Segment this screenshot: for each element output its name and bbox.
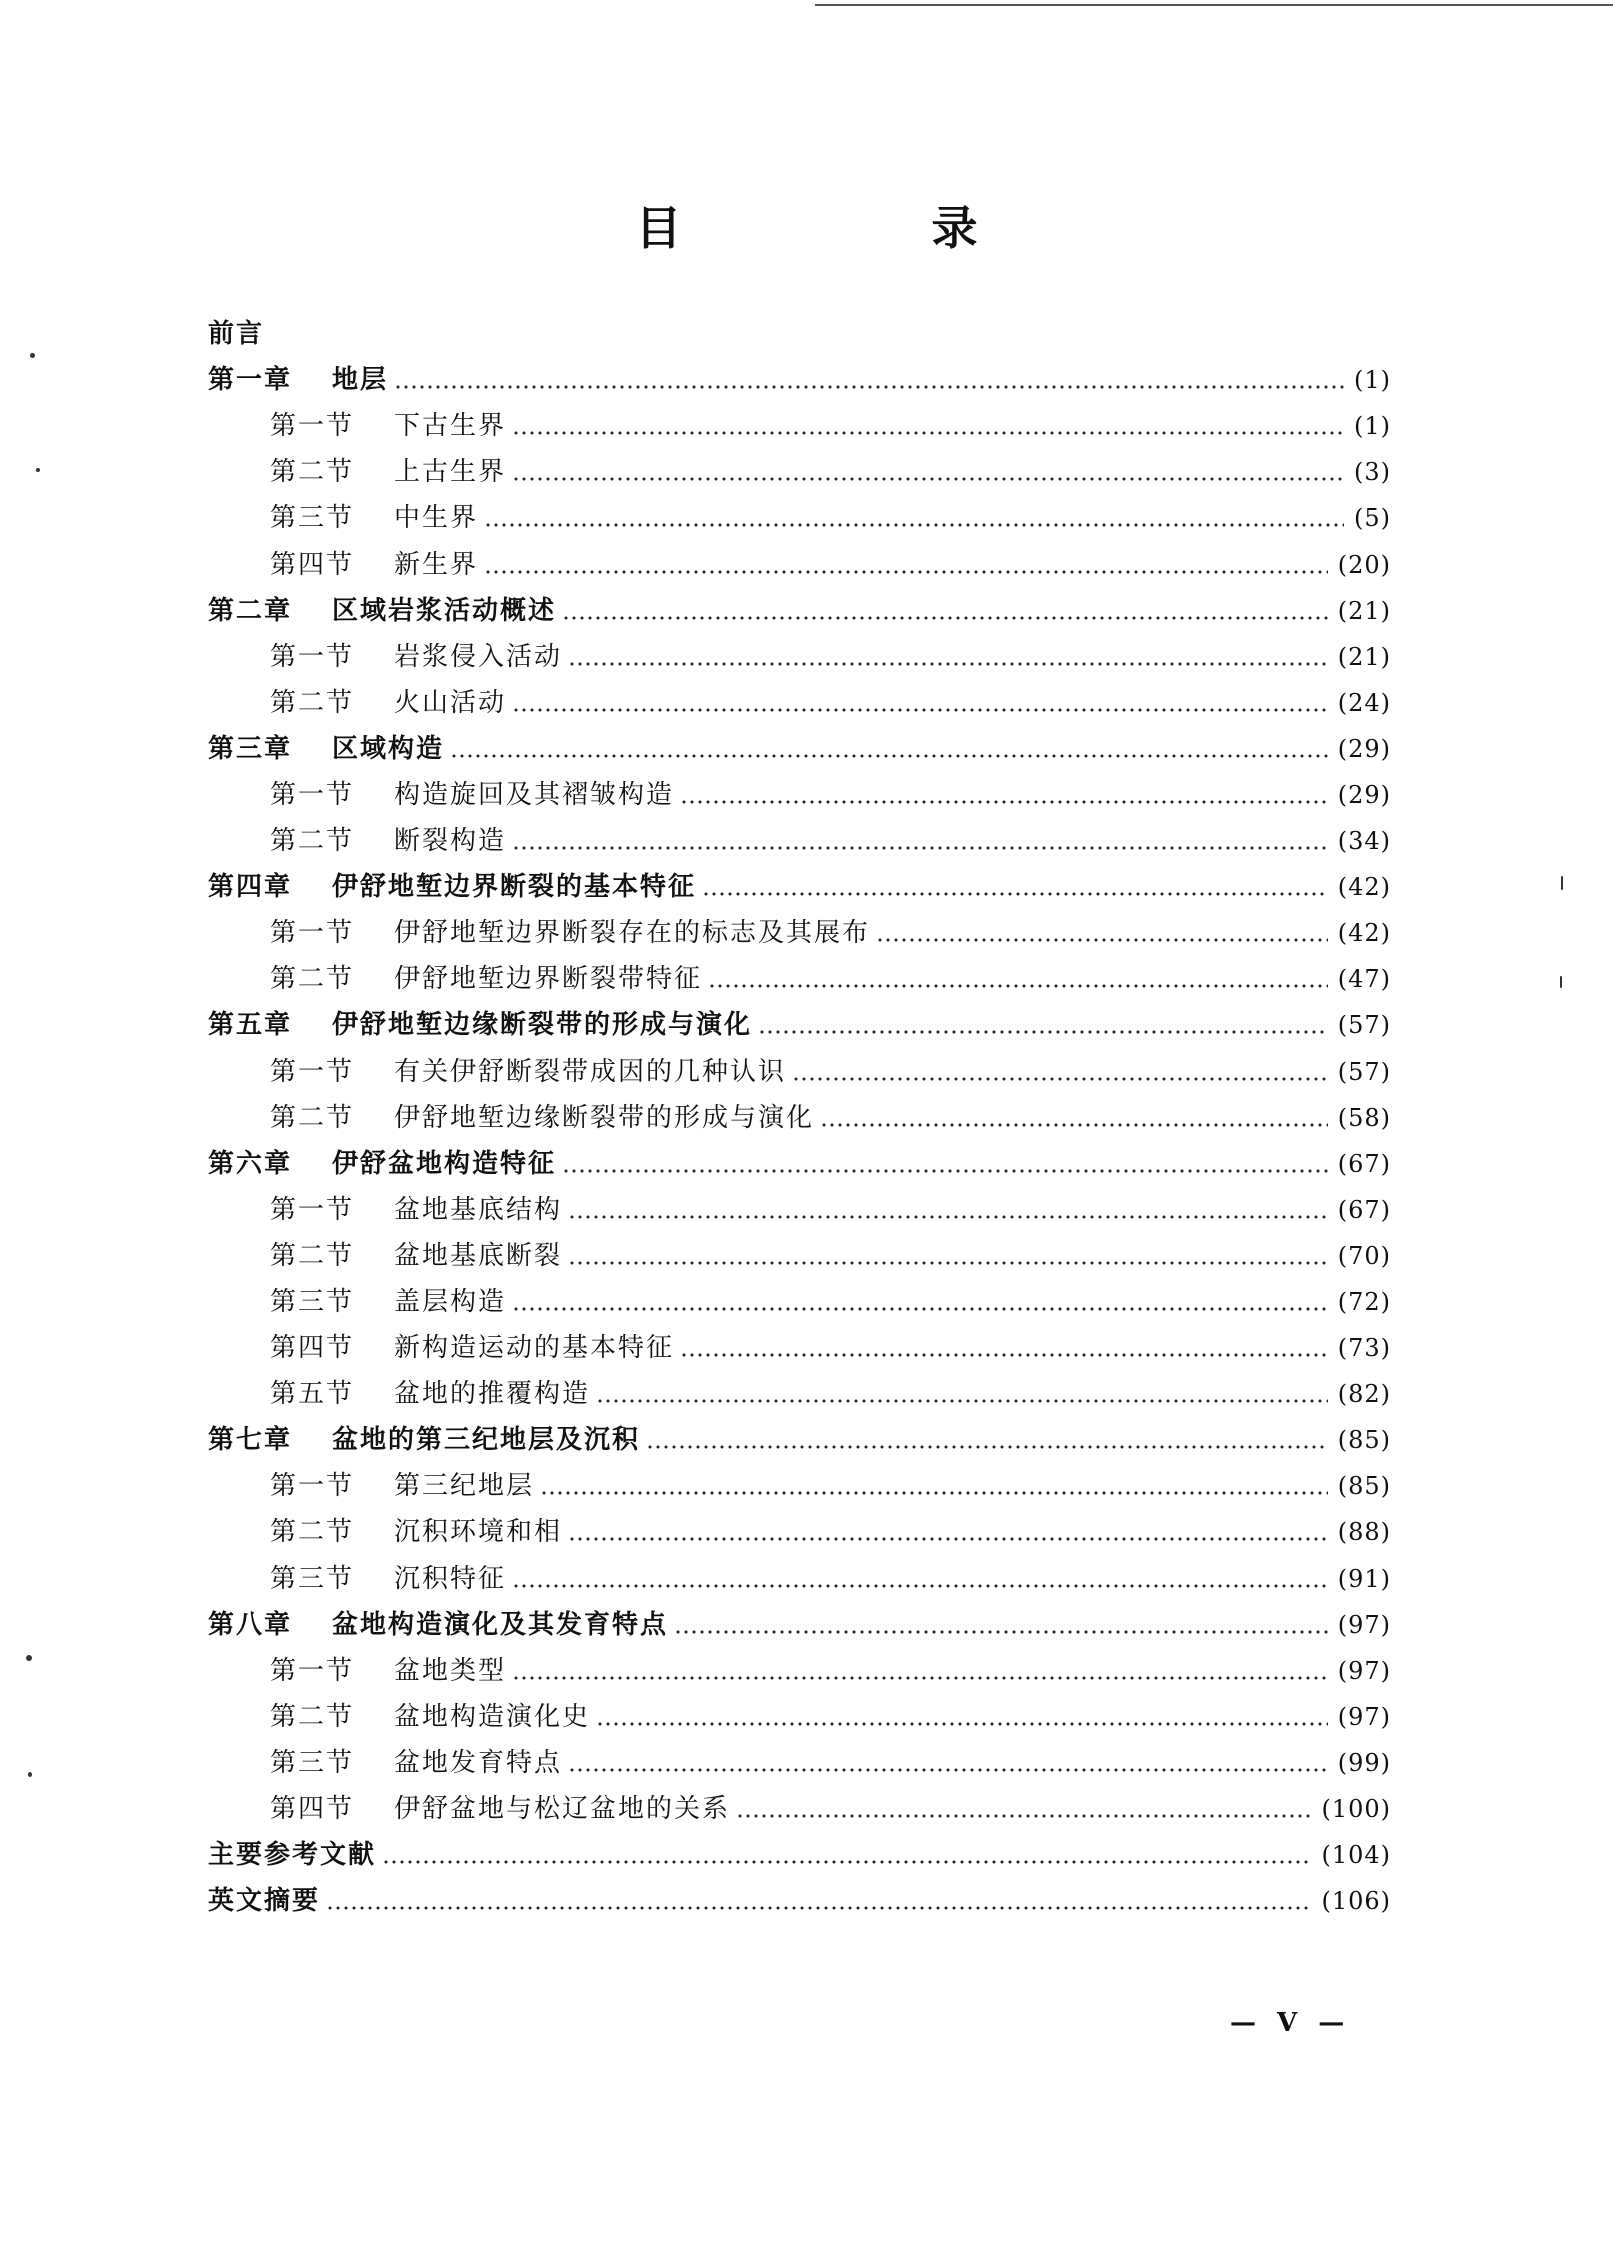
section-number: 第一节 — [270, 641, 355, 672]
chapter-number: 第三章 — [208, 733, 293, 764]
dot-leader — [562, 1169, 1328, 1173]
dot-leader — [484, 523, 1344, 527]
toc-section-entry — [208, 1556, 1391, 1602]
section-number: 第三节 — [270, 1563, 355, 1594]
toc-section-entry — [208, 1648, 1391, 1694]
chapter-title: 前言 — [208, 319, 265, 350]
page-number: (57) — [1337, 1011, 1391, 1040]
table-of-contents — [208, 311, 1391, 1924]
section-number: 第二节 — [270, 1701, 355, 1732]
scan-speck — [28, 1772, 32, 1777]
page-number: (88) — [1337, 1518, 1391, 1547]
scan-speck — [1561, 876, 1563, 890]
page-number: (21) — [1337, 596, 1391, 625]
section-number: 第二节 — [270, 687, 355, 718]
section-title: 盆地基底结构 — [394, 1194, 563, 1225]
page-number: (70) — [1337, 1241, 1391, 1270]
section-title: 上古生界 — [394, 457, 507, 488]
toc-chapter-entry — [208, 1602, 1391, 1648]
page-number: (97) — [1337, 1656, 1391, 1685]
section-number: 第二节 — [270, 457, 355, 488]
section-title: 伊舒盆地与松辽盆地的关系 — [394, 1794, 731, 1825]
page-number: (97) — [1337, 1702, 1391, 1731]
page-title: 目 录 — [635, 201, 1080, 255]
page-number: (42) — [1337, 873, 1391, 902]
section-number: 第二节 — [270, 1240, 355, 1271]
toc-section-entry — [208, 1095, 1391, 1141]
dot-leader — [568, 1261, 1328, 1265]
section-number: 第二节 — [270, 826, 355, 857]
dot-leader — [680, 1353, 1328, 1357]
toc-chapter-entry — [208, 864, 1391, 910]
page-number: (1) — [1354, 366, 1391, 395]
dot-leader — [512, 846, 1328, 850]
dot-leader — [568, 1215, 1328, 1219]
section-title: 新构造运动的基本特征 — [394, 1333, 675, 1364]
toc-section-entry — [208, 1187, 1391, 1233]
page-number: (72) — [1337, 1288, 1391, 1317]
chapter-number: 第六章 — [208, 1148, 293, 1179]
section-title: 断裂构造 — [394, 826, 507, 857]
toc-chapter-entry — [208, 1832, 1391, 1878]
dot-leader — [512, 477, 1344, 481]
section-number: 第四节 — [270, 1794, 355, 1825]
toc-section-entry — [208, 1279, 1391, 1325]
toc-chapter-entry — [208, 1417, 1391, 1463]
page-number: (57) — [1337, 1057, 1391, 1086]
dot-leader — [736, 1814, 1311, 1818]
section-title: 有关伊舒断裂带成因的几种认识 — [394, 1056, 787, 1087]
dot-leader — [568, 1768, 1328, 1772]
dot-leader — [382, 1860, 1311, 1864]
chapter-number: 第四章 — [208, 872, 293, 903]
section-number: 第三节 — [270, 1287, 355, 1318]
dot-leader — [820, 1123, 1328, 1127]
page-number: (82) — [1337, 1380, 1391, 1409]
chapter-title: 地层 — [332, 365, 389, 396]
page-number: (34) — [1337, 827, 1391, 856]
toc-section-entry — [208, 956, 1391, 1002]
dot-leader — [596, 1722, 1328, 1726]
section-number: 第一节 — [270, 918, 355, 949]
dot-leader — [562, 616, 1328, 620]
chapter-title: 区域岩浆活动概述 — [332, 595, 557, 626]
section-number: 第一节 — [270, 1471, 355, 1502]
section-title: 下古生界 — [394, 411, 507, 442]
section-title: 第三纪地层 — [394, 1471, 535, 1502]
dot-leader — [394, 385, 1344, 389]
section-number: 第一节 — [270, 1655, 355, 1686]
dot-leader — [450, 754, 1328, 758]
section-number: 第四节 — [270, 549, 355, 580]
section-title: 新生界 — [394, 549, 479, 580]
dot-leader — [876, 938, 1328, 942]
chapter-number: 第八章 — [208, 1609, 293, 1640]
chapter-title: 盆地的第三纪地层及沉积 — [332, 1425, 641, 1456]
page-number: (97) — [1337, 1610, 1391, 1639]
toc-chapter-entry — [208, 588, 1391, 634]
toc-section-entry — [208, 818, 1391, 864]
page-number: (104) — [1321, 1841, 1391, 1870]
dot-leader — [674, 1630, 1328, 1634]
page-number: (91) — [1337, 1564, 1391, 1593]
toc-section-entry — [208, 1325, 1391, 1371]
toc-section-entry — [208, 1463, 1391, 1509]
section-number: 第二节 — [270, 1102, 355, 1133]
toc-section-entry — [208, 634, 1391, 680]
dot-leader — [758, 1030, 1328, 1034]
toc-section-entry — [208, 495, 1391, 541]
section-title: 盖层构造 — [394, 1287, 507, 1318]
scan-speck — [26, 1655, 32, 1661]
section-number: 第一节 — [270, 1056, 355, 1087]
section-title: 伊舒地堑边界断裂带特征 — [394, 964, 703, 995]
dot-leader — [568, 662, 1328, 666]
dot-leader — [326, 1906, 1311, 1910]
chapter-number: 第二章 — [208, 595, 293, 626]
page-folio: — V — — [1230, 2008, 1351, 2038]
toc-chapter-entry — [208, 311, 1391, 357]
section-number: 第四节 — [270, 1333, 355, 1364]
toc-section-entry — [208, 1740, 1391, 1786]
section-title: 盆地基底断裂 — [394, 1240, 563, 1271]
page-number: (67) — [1337, 1195, 1391, 1224]
dot-leader — [512, 1676, 1328, 1680]
page-number: (29) — [1337, 734, 1391, 763]
page-number: (100) — [1321, 1795, 1391, 1824]
section-number: 第一节 — [270, 1194, 355, 1225]
top-edge-rule — [815, 4, 1613, 6]
section-title: 构造旋回及其褶皱构造 — [394, 779, 675, 810]
scan-speck — [30, 353, 35, 358]
chapter-number: 第五章 — [208, 1010, 293, 1041]
page-number: (99) — [1337, 1748, 1391, 1777]
page-number: (85) — [1337, 1426, 1391, 1455]
toc-chapter-entry — [208, 1878, 1391, 1924]
toc-chapter-entry — [208, 1141, 1391, 1187]
page-number: (85) — [1337, 1472, 1391, 1501]
toc-section-entry — [208, 1786, 1391, 1832]
page-number: (42) — [1337, 919, 1391, 948]
dot-leader — [680, 800, 1328, 804]
section-title: 伊舒地堑边界断裂存在的标志及其展布 — [394, 918, 871, 949]
dot-leader — [540, 1491, 1328, 1495]
toc-section-entry — [208, 1049, 1391, 1095]
dot-leader — [708, 984, 1328, 988]
page-number: (21) — [1337, 642, 1391, 671]
dot-leader — [792, 1077, 1328, 1081]
section-title: 盆地发育特点 — [394, 1747, 563, 1778]
section-title: 盆地类型 — [394, 1655, 507, 1686]
chapter-title: 伊舒地堑边缘断裂带的形成与演化 — [332, 1010, 753, 1041]
dot-leader — [512, 708, 1328, 712]
page-number: (67) — [1337, 1149, 1391, 1178]
dot-leader — [484, 570, 1328, 574]
page-number: (5) — [1354, 504, 1391, 533]
toc-section-entry — [208, 449, 1391, 495]
section-number: 第三节 — [270, 503, 355, 534]
section-title: 火山活动 — [394, 687, 507, 718]
page-number: (29) — [1337, 780, 1391, 809]
dot-leader — [702, 892, 1328, 896]
toc-section-entry — [208, 680, 1391, 726]
page-number: (58) — [1337, 1103, 1391, 1132]
toc-chapter-entry — [208, 726, 1391, 772]
toc-section-entry — [208, 772, 1391, 818]
chapter-number: 第一章 — [208, 365, 293, 396]
dot-leader — [646, 1445, 1328, 1449]
toc-section-entry — [208, 541, 1391, 587]
page-number: (1) — [1354, 412, 1391, 441]
dot-leader — [512, 431, 1344, 435]
section-title: 沉积环境和相 — [394, 1517, 563, 1548]
toc-section-entry — [208, 1509, 1391, 1555]
page-number: (73) — [1337, 1334, 1391, 1363]
toc-chapter-entry — [208, 1002, 1391, 1048]
chapter-number: 第七章 — [208, 1425, 293, 1456]
page-number: (24) — [1337, 688, 1391, 717]
dot-leader — [512, 1584, 1328, 1588]
section-number: 第五节 — [270, 1379, 355, 1410]
chapter-title: 英文摘要 — [208, 1886, 321, 1917]
scan-speck — [36, 468, 40, 472]
page-number: (106) — [1321, 1887, 1391, 1916]
page-number: (20) — [1337, 550, 1391, 579]
toc-section-entry — [208, 1371, 1391, 1417]
section-number: 第一节 — [270, 411, 355, 442]
chapter-title: 区域构造 — [332, 733, 445, 764]
toc-section-entry — [208, 1233, 1391, 1279]
section-title: 中生界 — [394, 503, 479, 534]
section-title: 伊舒地堑边缘断裂带的形成与演化 — [394, 1102, 815, 1133]
dot-leader — [568, 1537, 1328, 1541]
chapter-title: 伊舒盆地构造特征 — [332, 1148, 557, 1179]
page-number: (47) — [1337, 965, 1391, 994]
section-number: 第一节 — [270, 779, 355, 810]
dot-leader — [512, 1307, 1328, 1311]
scan-speck — [1560, 976, 1562, 988]
section-number: 第二节 — [270, 1517, 355, 1548]
section-title: 盆地的推覆构造 — [394, 1379, 591, 1410]
section-title: 沉积特征 — [394, 1563, 507, 1594]
chapter-title: 盆地构造演化及其发育特点 — [332, 1609, 669, 1640]
section-number: 第二节 — [270, 964, 355, 995]
toc-section-entry — [208, 403, 1391, 449]
chapter-title: 伊舒地堑边界断裂的基本特征 — [332, 872, 697, 903]
toc-chapter-entry — [208, 357, 1391, 403]
chapter-title: 主要参考文献 — [208, 1840, 377, 1871]
toc-section-entry — [208, 1694, 1391, 1740]
toc-section-entry — [208, 910, 1391, 956]
page-number: (3) — [1354, 458, 1391, 487]
section-number: 第三节 — [270, 1747, 355, 1778]
dot-leader — [596, 1399, 1328, 1403]
section-title: 岩浆侵入活动 — [394, 641, 563, 672]
section-title: 盆地构造演化史 — [394, 1701, 591, 1732]
